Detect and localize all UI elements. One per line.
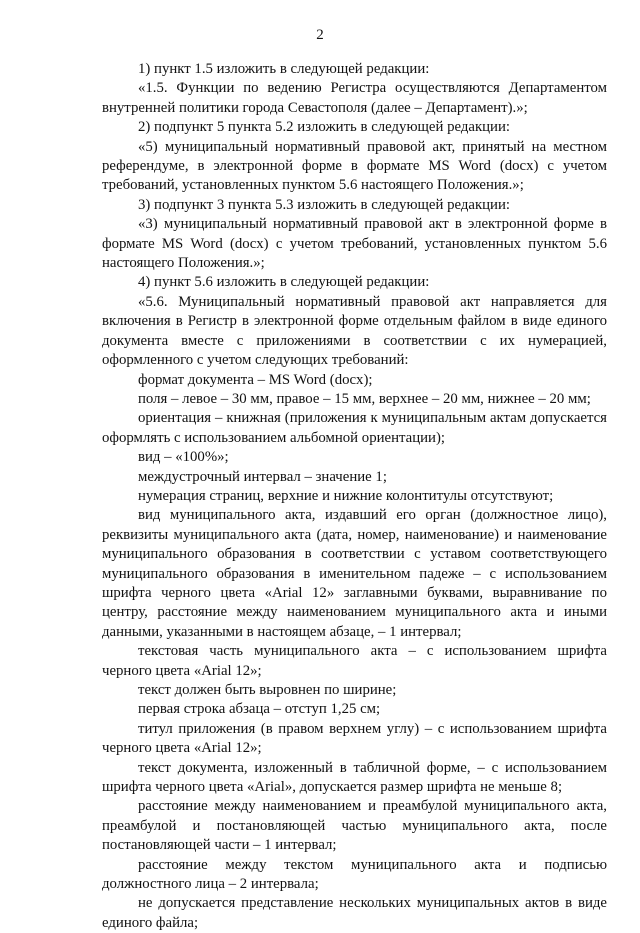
document-body — [102, 60, 607, 933]
paragraph: не допускается представление нескольких муниципальных актов в виде единого файла; — [102, 895, 607, 931]
paragraph: ориентация – книжная (приложения к муниципальным актам допускается оформлять с использованием альбомной ориентации); — [102, 410, 607, 446]
paragraph: первая строка абзаца – отступ 1,25 см; — [138, 701, 381, 718]
paragraph: поля – левое – 30 мм, правое – 15 мм, верхнее – 20 мм, нижнее – 20 мм; — [138, 390, 591, 407]
paragraph: нумерация страниц, верхние и нижние колонтитулы отсутствуют; — [138, 487, 554, 504]
paragraph: текст должен быть выровнен по ширине; — [138, 682, 397, 698]
page-number: 2 — [316, 27, 324, 43]
paragraph: 4) пункт 5.6 изложить в следующей редакции: — [138, 274, 430, 291]
paragraph: расстояние между текстом муниципального акта и подписью должностного лица – 2 интервала; — [102, 856, 607, 893]
paragraph: «1.5. Функции по ведению Регистра осуществляются Департаментом внутренней политики города Севастополя (далее – Департамент).»; — [102, 80, 607, 116]
paragraph: 3) подпункт 3 пункта 5.3 изложить в следующей редакции: — [138, 196, 511, 213]
paragraph: титул приложения (в правом верхнем углу) – с использованием шрифта черного цвета «Arial 12»; — [102, 720, 607, 757]
paragraph: текст документа, изложенный в табличной форме, – с использованием шрифта черного цвета «Arial», допускается размер шрифта не меньше 8; — [102, 759, 607, 796]
paragraph: вид муниципального акта, издавший его орган (должностное лицо), реквизиты муниципального акта (дата, номер, наименование) и наименование муниципального образования в соответствии с уставом соответствующего муниципального образования в именительном падеже – с использованием шрифта черного цвета «Arial 12» заглавными буквами, выравнивание по центру, расстояние между наименованием муниципального акта и иными данными, указанными в настоящем абзаце, – 1 интервал; — [102, 507, 607, 640]
paragraph: «5.6. Муниципальный нормативный правовой акт направляется для включения в Регистр в электронной форме отдельным файлом в виде единого документа вместе с приложениями в соответствии с их нумерацией, оформленного с учетом следующих требований: — [102, 293, 607, 369]
paragraph: 2) подпункт 5 пункта 5.2 изложить в следующей редакции: — [138, 119, 511, 136]
paragraph: расстояние между наименованием и преамбулой муниципального акта, преамбулой и постановляющей частью муниципального акта, после постановляющей части – 1 интервал; — [102, 798, 607, 854]
paragraph: 1) пункт 1.5 изложить в следующей редакции: — [138, 61, 430, 77]
paragraph: вид – «100%»; — [138, 449, 229, 466]
paragraph: формат документа – MS Word (docx); — [138, 371, 373, 388]
paragraph: междустрочный интервал – значение 1; — [138, 468, 387, 485]
paragraph: текстовая часть муниципального акта – с использованием шрифта черного цвета «Arial 12»; — [102, 643, 607, 679]
paragraph: «5) муниципальный нормативный правовой акт, принятый на местном референдуме, в электронной форме в формате MS Word (docx) с учетом требований, установленных пунктом 5.6 настоящего Положения.»; — [102, 138, 607, 194]
paragraph: «3) муниципальный нормативный правовой акт в электронной форме в формате MS Word (docx) с учетом требований, установленных пунктом 5.6 настоящего Положения.»; — [102, 216, 607, 272]
